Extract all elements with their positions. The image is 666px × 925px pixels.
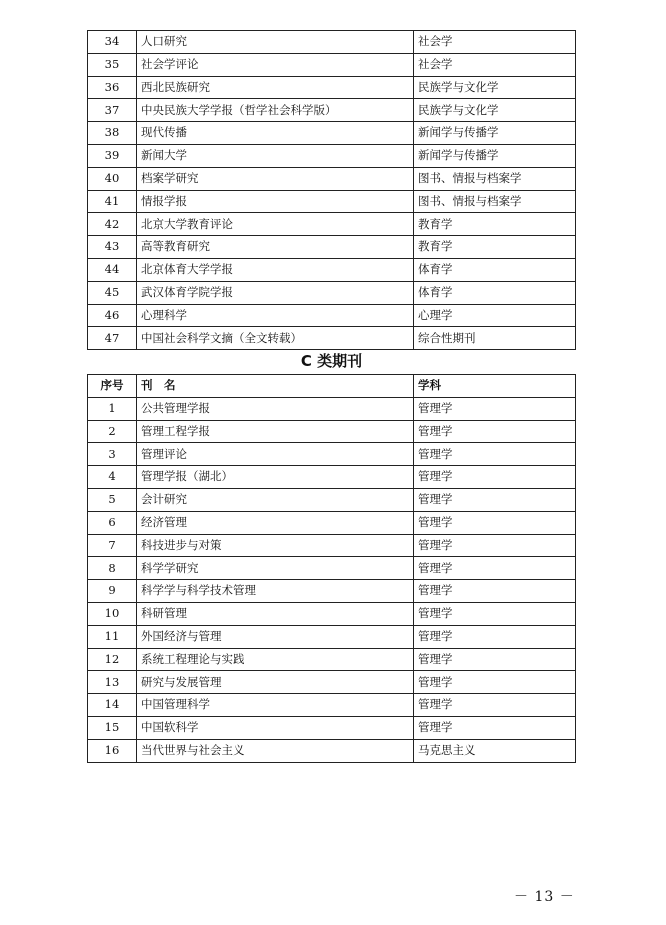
journal-name: 中央民族大学学报（哲学社会科学版） (137, 99, 414, 122)
table-row (88, 511, 576, 534)
journal-subject: 新闻学与传播学 (414, 122, 576, 145)
table-row (88, 580, 576, 603)
journal-subject: 综合性期刊 (414, 327, 576, 350)
journal-name: 武汉体育学院学报 (137, 281, 414, 304)
row-number: 40 (88, 167, 137, 190)
journal-table-b-body (88, 31, 576, 350)
journal-subject: 管理学 (414, 488, 576, 511)
journal-subject: 社会学 (414, 53, 576, 76)
journal-name: 管理工程学报 (137, 420, 414, 443)
table-row (88, 258, 576, 281)
journal-name: 高等教育研究 (137, 236, 414, 259)
row-number: 3 (88, 443, 137, 466)
row-number: 39 (88, 144, 137, 167)
table-row (88, 99, 576, 122)
journal-table-b (87, 30, 576, 350)
table-row (88, 694, 576, 717)
table-row (88, 31, 576, 54)
row-number: 6 (88, 511, 137, 534)
journal-subject: 教育学 (414, 236, 576, 259)
journal-name: 科学学与科学技术管理 (137, 580, 414, 603)
page-number: － 13 － (514, 889, 575, 905)
journal-name: 经济管理 (137, 511, 414, 534)
journal-table-c-header (88, 375, 576, 398)
journal-name: 情报学报 (137, 190, 414, 213)
row-number: 5 (88, 488, 137, 511)
row-number: 16 (88, 739, 137, 762)
journal-subject: 教育学 (414, 213, 576, 236)
journal-subject: 管理学 (414, 443, 576, 466)
row-number: 37 (88, 99, 137, 122)
header-row (88, 375, 576, 398)
journal-name: 当代世界与社会主义 (137, 739, 414, 762)
journal-subject: 管理学 (414, 511, 576, 534)
journal-subject: 管理学 (414, 397, 576, 420)
row-number: 15 (88, 716, 137, 739)
journal-subject: 管理学 (414, 602, 576, 625)
journal-subject: 社会学 (414, 31, 576, 54)
journal-subject: 马克思主义 (414, 739, 576, 762)
journal-subject: 图书、情报与档案学 (414, 167, 576, 190)
journal-subject: 管理学 (414, 648, 576, 671)
journal-name: 心理科学 (137, 304, 414, 327)
row-number: 45 (88, 281, 137, 304)
journal-name: 北京体育大学学报 (137, 258, 414, 281)
table-row (88, 236, 576, 259)
row-number: 34 (88, 31, 137, 54)
journal-subject: 管理学 (414, 694, 576, 717)
table-row (88, 304, 576, 327)
table-row (88, 167, 576, 190)
journal-name: 新闻大学 (137, 144, 414, 167)
table-row (88, 327, 576, 350)
journal-name: 西北民族研究 (137, 76, 414, 99)
row-number: 7 (88, 534, 137, 557)
journal-name: 社会学评论 (137, 53, 414, 76)
row-number: 47 (88, 327, 137, 350)
table-row (88, 671, 576, 694)
journal-name: 科研管理 (137, 602, 414, 625)
journal-name: 系统工程理论与实践 (137, 648, 414, 671)
journal-subject: 管理学 (414, 420, 576, 443)
row-number: 38 (88, 122, 137, 145)
journal-name: 人口研究 (137, 31, 414, 54)
table-row (88, 281, 576, 304)
journal-table-c (87, 374, 576, 763)
journal-name: 研究与发展管理 (137, 671, 414, 694)
table-row (88, 739, 576, 762)
journal-name: 公共管理学报 (137, 397, 414, 420)
table-row (88, 53, 576, 76)
journal-name: 档案学研究 (137, 167, 414, 190)
row-number: 14 (88, 694, 137, 717)
table-row (88, 602, 576, 625)
table-row (88, 397, 576, 420)
row-number: 46 (88, 304, 137, 327)
row-number: 2 (88, 420, 137, 443)
journal-subject: 管理学 (414, 534, 576, 557)
row-number: 43 (88, 236, 137, 259)
table-row (88, 716, 576, 739)
row-number: 35 (88, 53, 137, 76)
row-number: 8 (88, 557, 137, 580)
table-row (88, 557, 576, 580)
journal-subject: 民族学与文化学 (414, 99, 576, 122)
row-number: 4 (88, 466, 137, 489)
journal-subject: 管理学 (414, 580, 576, 603)
journal-subject: 体育学 (414, 258, 576, 281)
journal-subject: 管理学 (414, 716, 576, 739)
journal-name: 科技进步与对策 (137, 534, 414, 557)
row-number: 42 (88, 213, 137, 236)
row-number: 9 (88, 580, 137, 603)
journal-subject: 心理学 (414, 304, 576, 327)
journal-name: 中国软科学 (137, 716, 414, 739)
table-row (88, 625, 576, 648)
journal-name: 北京大学教育评论 (137, 213, 414, 236)
journal-subject: 新闻学与传播学 (414, 144, 576, 167)
section-title-c: C 类期刊 (300, 352, 363, 370)
row-number: 11 (88, 625, 137, 648)
row-number: 41 (88, 190, 137, 213)
row-number: 1 (88, 397, 137, 420)
table-row (88, 534, 576, 557)
journal-table-c-body (88, 397, 576, 762)
header-subject: 学科 (414, 375, 576, 398)
journal-name: 会计研究 (137, 488, 414, 511)
table-row (88, 213, 576, 236)
journal-name: 管理学报（湖北） (137, 466, 414, 489)
table-row (88, 420, 576, 443)
journal-subject: 体育学 (414, 281, 576, 304)
table-row (88, 76, 576, 99)
journal-subject: 民族学与文化学 (414, 76, 576, 99)
table-row (88, 144, 576, 167)
row-number: 44 (88, 258, 137, 281)
table-row (88, 122, 576, 145)
journal-subject: 管理学 (414, 557, 576, 580)
table-row (88, 190, 576, 213)
row-number: 10 (88, 602, 137, 625)
row-number: 12 (88, 648, 137, 671)
table-row (88, 488, 576, 511)
journal-subject: 管理学 (414, 466, 576, 489)
journal-name: 管理评论 (137, 443, 414, 466)
journal-subject: 管理学 (414, 625, 576, 648)
table-row (88, 443, 576, 466)
journal-subject: 管理学 (414, 671, 576, 694)
row-number: 13 (88, 671, 137, 694)
table-row (88, 648, 576, 671)
journal-name: 中国社会科学文摘（全文转载） (137, 327, 414, 350)
journal-name: 科学学研究 (137, 557, 414, 580)
table-row (88, 466, 576, 489)
row-number: 36 (88, 76, 137, 99)
journal-name: 外国经济与管理 (137, 625, 414, 648)
header-name: 刊 名 (137, 375, 414, 398)
header-no: 序号 (88, 375, 137, 398)
journal-name: 现代传播 (137, 122, 414, 145)
journal-name: 中国管理科学 (137, 694, 414, 717)
journal-subject: 图书、情报与档案学 (414, 190, 576, 213)
